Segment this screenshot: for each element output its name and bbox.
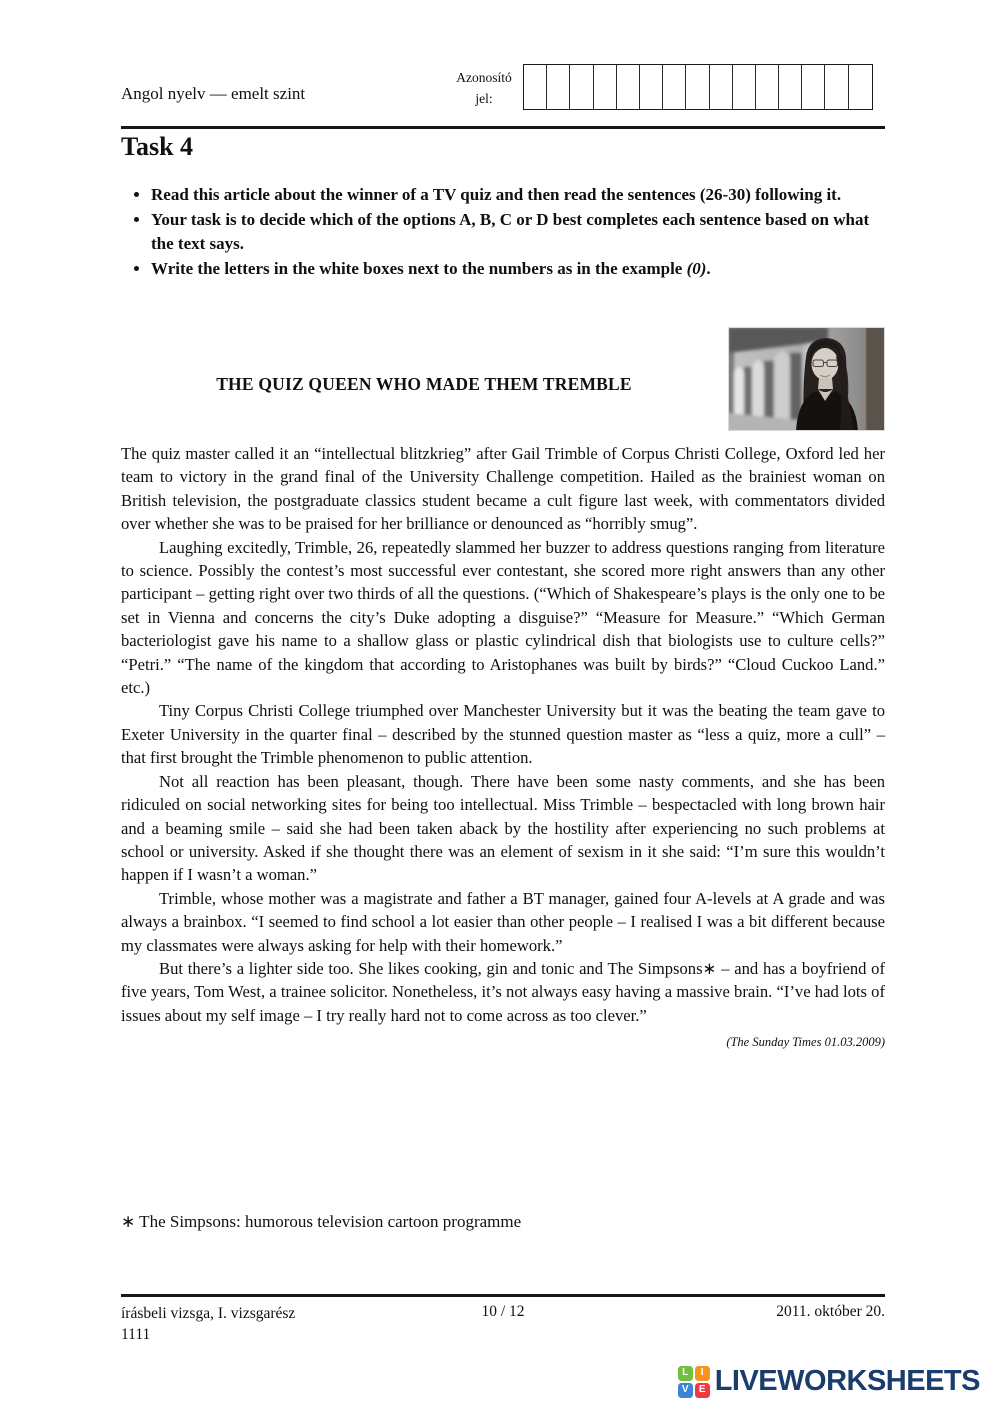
subject-line: Angol nyelv — emelt szint xyxy=(121,84,306,103)
footer-exam-part: írásbeli vizsga, I. vizsgarész xyxy=(121,1305,296,1322)
id-box[interactable] xyxy=(524,65,547,109)
logo-square-i: I xyxy=(695,1366,710,1381)
footer-exam-code: 1111 xyxy=(121,1326,151,1343)
instruction-item-3: • Write the letters in the white boxes next to the numbers as in the example (0). xyxy=(151,257,885,282)
article-paragraph: Tiny Corpus Christi College triumphed over Manchester University but it was the beating the team gave to Exeter University in the quarter final – described by the stunned question master as “less a quiz, more a cull” – that first brought the Trimble phenomenon to public attention. xyxy=(121,701,885,768)
id-box[interactable] xyxy=(849,65,872,109)
id-box[interactable] xyxy=(710,65,733,109)
id-box[interactable] xyxy=(547,65,570,109)
header-rule xyxy=(121,126,885,129)
footer-rule xyxy=(121,1294,885,1297)
identification-block xyxy=(445,64,873,110)
footer-left xyxy=(121,1303,481,1345)
logo-square-l: L xyxy=(678,1366,693,1381)
example-marker: (0) xyxy=(686,258,707,278)
id-box[interactable] xyxy=(594,65,617,109)
logo-square-e: E xyxy=(695,1383,710,1398)
id-label-line2: jel: xyxy=(475,90,493,106)
portrait-photo-illustration xyxy=(728,327,885,431)
id-box[interactable] xyxy=(802,65,825,109)
id-box[interactable] xyxy=(663,65,686,109)
instructions xyxy=(121,183,885,281)
article-title: THE QUIZ QUEEN WHO MADE THEM TREMBLE xyxy=(216,374,632,394)
page-footer xyxy=(121,1303,885,1345)
id-box[interactable] xyxy=(617,65,640,109)
article-paragraph: Laughing excitedly, Trimble, 26, repeatedly slammed her buzzer to address questions ranging from literature to science. Possibly the contest’s most successful ever contestant, she scored more right answers than any other participant – getting right over two thirds of all the questions. (“Which of Shakespeare’s plays is the only one to be set in Vienna and concerns the city’s Duke adopting a disguise?” “Measure for Measure.” “Which German bacteriologist gave his name to a shallow glass or plastic cylindrical dish that biologists use to culture cells?” “Petri.” “The name of the kingdom that according to Aristophanes was built by birds?” “Cloud Cuckoo Land.” etc.) xyxy=(121,537,885,698)
instruction-item-2: • Your task is to decide which of the options A, B, C or D best completes each sentence based on what the text says. xyxy=(151,208,885,257)
source-attribution: (The Sunday Times 01.03.2009) xyxy=(726,1035,885,1050)
task-title: Task 4 xyxy=(121,132,194,161)
liveworksheets-logo[interactable] xyxy=(678,1365,980,1398)
article-paragraph: The quiz master called it an “intellectual blitzkrieg” after Gail Trimble of Corpus Christi College, Oxford led her team to victory in the grand final of the University Challenge competition. Hailed as the brainiest woman on British television, the postgraduate classics student became a cult figure last week, with commentators divided over whether she was to be praised for her brilliance or denounced as “horribly smug”. xyxy=(121,444,885,534)
id-boxes xyxy=(523,64,873,110)
id-label xyxy=(445,64,523,110)
portrait-photo xyxy=(728,327,885,431)
id-box[interactable] xyxy=(640,65,663,109)
id-box[interactable] xyxy=(825,65,848,109)
article-body xyxy=(121,442,885,1055)
page-number: 10 / 12 xyxy=(481,1303,525,1320)
instruction-item-1: • Read this article about the winner of a TV quiz and then read the sentences (26-30) following it. xyxy=(151,183,885,208)
id-label-line1: Azonosító xyxy=(456,70,512,85)
article-head xyxy=(121,327,885,431)
footnote: ∗ The Simpsons: humorous television cartoon programme xyxy=(121,1212,522,1231)
id-box[interactable] xyxy=(686,65,709,109)
logo-squares xyxy=(678,1366,710,1398)
article-paragraph: But there’s a lighter side too. She likes cooking, gin and tonic and The Simpsons∗ – and has a boyfriend of five years, Tom West, a trainee solicitor. Nonetheless, it’s not always easy having a massive brain. “I’ve had lots of issues about my self image – I try really hard not to come across as too clever.” xyxy=(121,958,885,1025)
id-box[interactable] xyxy=(756,65,779,109)
logo-square-v: V xyxy=(678,1383,693,1398)
article-paragraph: Trimble, whose mother was a magistrate and father a BT manager, gained four A-levels at A grade and was always a brainbox. “I seemed to find school a lot easier than other people – I realised I was a bit different because my classmates were always asking for help with their homework.” xyxy=(121,888,885,955)
footer-date: 2011. október 20. xyxy=(776,1303,885,1320)
id-box[interactable] xyxy=(570,65,593,109)
logo-text: LIVEWORKSHEETS xyxy=(714,1365,980,1397)
article-paragraph: Not all reaction has been pleasant, though. There have been some nasty comments, and she has been ridiculed on social networking sites for being too intellectual. Miss Trimble – bespectacled with long brown hair and a beaming smile – said she had been taken aback by the hostility after experiencing no such problems at school or university. Asked if she thought there was an element of sexism in it she said: “I’m sure this wouldn’t happen if I wasn’t a woman.” xyxy=(121,771,885,885)
id-box[interactable] xyxy=(779,65,802,109)
id-box[interactable] xyxy=(733,65,756,109)
